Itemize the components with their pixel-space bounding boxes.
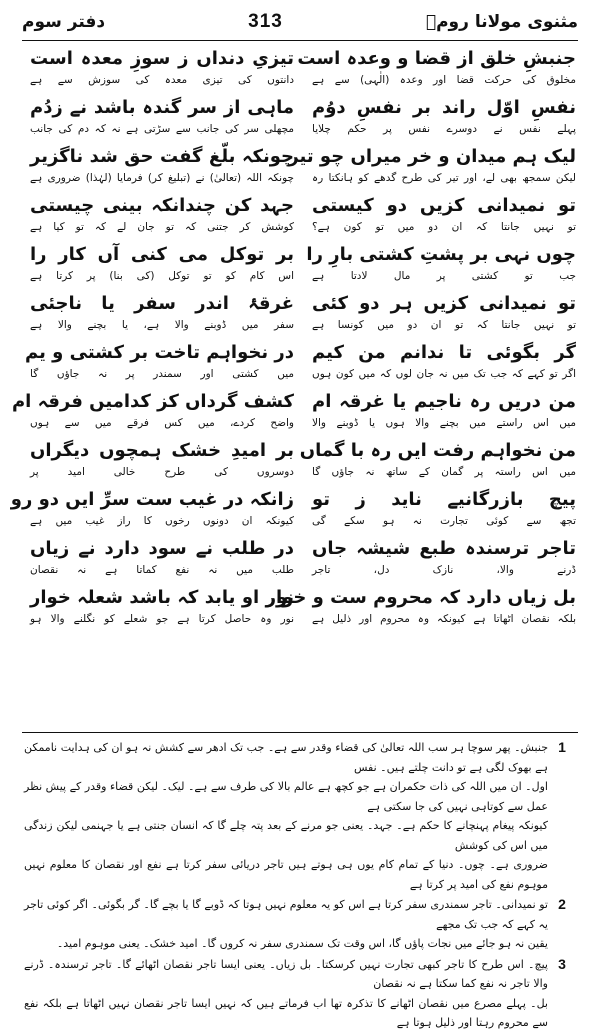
footnote-line: اول۔ ان میں اللہ کی ذات حکمران ہے جو کچھ ہے عالم بالا کی طرف سے ہے۔ لیک۔ لیکن قضاء وقدر کے پیش نظر عمل سے کوتاہی نہیں کی جا سکتی ہے [24,780,548,813]
footnote [24,895,576,954]
verse-translation: سفر میں ڈوبنے والا ہے، یا بچنے والا ہے [30,319,294,331]
footnote-line: جنبش۔ پھر سوچا ہر سب اللہ تعالیٰ کی قضاء وقدر سے ہے۔ جب تک ادھر سے کشش نہ ہو ان کی ہدایت ناممکن ہے بھوک لگی ہے تو دانت چلتے ہیں۔ نفس [24,741,548,774]
verse-text: تو نمیدانی کزیں ہر دو کئی [312,293,576,314]
verse-translation: پہلے نفس نے دوسرے نفس پر حکم چلایا [312,123,576,135]
footnote-line: ضروری ہے۔ چوں۔ دنیا کے تمام کام یوں ہی ہوتے ہیں تاجر دریائی سفر کرتا ہے نفع اور نقصان کا معلوم نہیں موہوم نفع کی امید پر کرتا ہے [24,858,548,891]
verse-text: زانکہ در غیب ست سرِّ ایں دو رو [10,489,294,510]
verse-text: نور او یابد کہ باشد شعلہ خوار [30,587,294,608]
footnote-line: تو نمیدانی۔ تاجر سمندری سفر کرتا ہے اس کو یہ معلوم نہیں ہوتا کہ ڈوبے گا یا بچے گا۔ گر بگوئی۔ اگر کوئی تاجر یہ کہے کہ جب تک مجھے [24,898,548,931]
verse-translation: کوشش کر جتنی کہ تو جان لے کہ تو کیا ہے [30,221,294,233]
verse-text: چوں نہی بر پشتِ کشتی بارِ را [306,244,576,265]
verse-column-right [265,44,576,728]
verse [306,240,576,289]
verse-text: لیک ہم میدان و خر میراں چو تیر [288,146,576,167]
footnote [24,955,576,1033]
verse [288,142,576,191]
verse-translation: مچھلی سر کی جانب سے سڑتی ہے نہ کہ دم کی جانب [30,123,294,135]
verse [30,191,294,240]
footnote-number: 2 [558,896,566,912]
verse-translation: دانتوں کی تیزی معدہ کی سوزش سے ہے [30,74,294,86]
page-header [22,6,578,38]
section-title: دفتر سوم [22,12,106,32]
verse-translation: اس کام کو تو توکل (کی بنا) پر کرتا ہے [30,270,294,282]
footnote-line: یقین نہ ہو جائے میں نجات پاؤں گا، اس وقت تک سمندری سفر نہ کروں گا۔ امید خشک۔ یعنی موہوم امید۔ [56,937,548,950]
verse-text: تاجر ترسندہ طبع شیشہ جاں [312,538,576,559]
page-number: 313 [248,11,283,32]
verse-translation: تو نہیں جانتا کہ ان دو میں تو کون ہے؟ [312,221,576,233]
verse-translation: نور وہ حاصل کرتا ہے جو شعلے کو نگلنے والا ہو [30,613,294,625]
verse [10,485,294,534]
footnote [24,738,576,894]
verse-text: گر بگوئی تا ندانم من کیم [312,342,576,363]
footnote-divider [22,732,578,733]
verse [30,142,294,191]
verse [299,436,576,485]
footnotes [24,738,576,1034]
verse-translation: تو نہیں جانتا کہ تو ان دو میں کونسا ہے [312,319,576,331]
verse-text: در نخواہم تاخت بر کشتی و یم [25,342,294,363]
verse [312,191,576,240]
verse-translation: میں کشتی اور سمندر پر نہ جاؤں گا [30,368,294,380]
verse-translation: چونکہ اللہ (تعالیٰ) نے (تبلیغ کر) فرمایا (لہٰذا) ضروری ہے [30,172,294,184]
verse-text: جنبشِ خلق از قضا و وعدہ است [297,48,576,69]
verse-text: جہد کن چندانکہ بینی چیستی [30,195,294,216]
verse [312,93,576,142]
verse-translation: دوسروں کی طرح خالی امید پر [30,466,294,478]
footnote-line: کیونکہ پیغام پہنچانے کا حکم ہے۔ جہد۔ یعنی جو مرنے کے بعد پتہ چلے گا کہ انسان جنتی ہے یا جہنمی لیکن زندگی میں اس کی کوشش [24,819,548,852]
footnote-text [24,955,548,1033]
verse [312,289,576,338]
verse-translation: میں اس راستے میں بچنے والا ہوں یا ڈوبنے والا [312,417,576,429]
verse [30,289,294,338]
verse-translation: واضح کردے، میں کس فرقے میں سے ہوں [30,417,294,429]
verse-column-left [10,44,294,728]
verse-text: ماہی از سر گندہ باشد نے زدُم [30,97,294,118]
verse-text: بل زیاں دارد کہ محروم ست و خوار [265,587,576,608]
verse [30,44,294,93]
footnote-text [24,738,548,894]
verse-text: تیزیِ دنداں ز سوزِ معدہ است [30,48,294,69]
verse-text: من نخواہم رفت ایں رہ با گماں [299,440,576,461]
verse-text: من دریں رہ ناجیم یا غرقہ ام [312,391,576,412]
verse [312,534,576,583]
verse-text: بر امیدِ خشک ہمچوں دیگراں [30,440,294,461]
footnote-number: 1 [558,739,566,755]
verse-translation: لیکن سمجھ بھی لے، اور تیر کی طرح گدھے کو ہانکتا رہ [312,172,576,184]
verse [25,338,294,387]
verse [30,534,294,583]
footnote-line: بل۔ پہلے مصرع میں نقصان اٹھانے کا تذکرہ تھا اب فرماتے ہیں کہ نہیں ایسا تاجر نقصان نہیں اٹھاتا ہے بلکہ نفع سے محروم رہتا اور ذلیل ہوتا ہے [24,996,548,1029]
book-title: مثنوی مولانا رومؒ [425,12,578,32]
verse-translation: طلب میں نہ نفع کماتا ہے نہ نقصان [30,564,294,576]
verse-translation: میں اس راستہ پر گمان کے ساتھ نہ جاؤں گا [312,466,576,478]
verse [265,583,576,632]
footnote-text [24,895,548,954]
verse-text: تو نمیدانی کزیں دو کیستی [312,195,576,216]
verse [30,436,294,485]
verse [312,387,576,436]
footnote-number: 3 [558,955,566,972]
verse [312,485,576,534]
verse-text: چونکہ بلّغ گفت حق شد ناگزیر [30,146,294,167]
verse-translation: تجھ سے کوئی تجارت نہ ہو سکے گی [312,515,576,527]
verse-text: بر توکل می کنی آں کار را [30,244,294,265]
verse [297,44,576,93]
verse [312,338,576,387]
verse-text: نفسِ اوّل راند بر نفسِ دوُم [312,97,576,118]
verse-translation: مخلوق کی حرکت قضا اور وعدہ (الٰہی) سے ہے [312,74,576,86]
verse-text: کشف گرداں کز کدامیں فرقہ ام [11,391,294,412]
footnote-line: پیچ۔ اس طرح کا تاجر کبھی تجارت نہیں کرسکتا۔ بل زیاں۔ یعنی ایسا تاجر نقصان اٹھائے گا۔ تاجر ترسندہ۔ ڈرنے والا تاجر نہ نفع کما سکتا ہے نہ نقصان [24,957,548,990]
verse [30,583,294,632]
verse-translation: ڈرنے والا، نازک دل، تاجر [312,564,576,576]
verse-translation: کیونکہ ان دونوں رخوں کا راز غیب میں ہے [30,515,294,527]
verse [11,387,294,436]
header-divider [22,40,578,41]
verse-text: در طلب نے سود دارد نے زیاں [30,538,294,559]
verse [30,240,294,289]
verse-text: غرقۂ اندر سفر یا ناجئی [30,293,294,314]
verse-translation: اگر تو کہے کہ جب تک میں نہ جان لوں کہ میں کون ہوں [312,368,576,380]
verse [30,93,294,142]
verse-text: پیچ بازرگانیے ناید ز تو [312,489,576,510]
verse-translation: جب تو کشتی پر مال لادتا ہے [312,270,576,282]
verse-translation: بلکہ نقصان اٹھاتا ہے کیونکہ وہ محروم اور ذلیل ہے [312,613,576,625]
